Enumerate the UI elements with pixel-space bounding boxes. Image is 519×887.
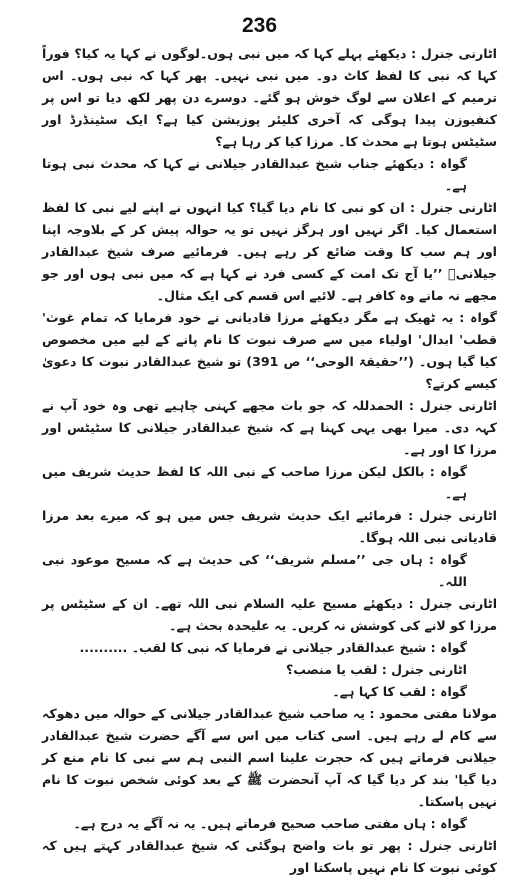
speaker-label: مولانا مفتی محمود : [369,706,497,721]
speaker-label: گواہ : [429,156,467,171]
paragraph-text: دیکھئے جناب شیخ عبدالقادر جیلانی نے کہا کہ محدث نبی ہوتا ہے۔ [42,156,467,193]
speaker-label: گواہ : [459,310,498,325]
paragraph-text: لقب یا منصب؟ [285,662,382,677]
paragraph-text: فرمائیے ایک حدیث شریف جس میں ہو کہ میرے بعد مرزا قادیانی نبی اللہ ہوگا۔ [42,508,497,545]
paragraph-text: ہاں مفتی صاحب صحیح فرماتے ہیں۔ یہ نہ آگے یہ درج ہے۔ [73,816,431,831]
paragraph-text: یہ ٹھیک ہے مگر دیکھئے مرزا قادیانی نے خود فرمایا کہ تمام غوث' قطب' ابدال' اولیاء میں سے صرف نبوت کا نام پانے کے لیے میں مخصوص کیا گیا ہوں۔ (’’حقیقۃ الوحی‘‘ ص 391) تو شیخ عبدالقادر نبوت کا دعویٰ کیسے کرتے؟ [42,310,497,391]
speaker-label: اٹارنی جنرل : [407,838,498,853]
paragraph [42,461,497,505]
paragraph [42,505,497,549]
speaker-label: گواہ : [430,816,467,831]
speaker-label: اٹارنی جنرل : [408,508,497,523]
speaker-label: اٹارنی جنرل : [408,398,497,413]
speaker-label: گواہ : [430,684,467,699]
speaker-label: گواہ : [430,640,467,655]
paragraph [42,43,497,153]
paragraph [42,593,497,637]
paragraph [42,703,497,813]
paragraph-text: بالکل لیکن مرزا صاحب کے نبی اللہ کا لفظ حدیث شریف میں ہے۔ [42,464,467,501]
speaker-label: اٹارنی جنرل : [408,596,498,611]
paragraph-text: ہاں جی ’’مسلم شریف‘‘ کی حدیث ہے کہ مسیح موعود نبی اللہ۔ [42,552,467,589]
paragraph [42,659,497,681]
paragraph [42,197,497,307]
speaker-label: اٹارنی جنرل : [411,46,497,61]
speaker-label: گواہ : [428,552,467,567]
paragraph-text: الحمدللہ کہ جو بات مجھے کہنی چاہیے تھی وہ خود آپ نے کہہ دی۔ میرا بھی یہی کہنا ہے کہ شیخ عبدالقادر جیلانی کا سٹیٹس اور مرزا کا اور ہے۔ [42,398,497,457]
paragraph-text: یہ صاحب شیخ عبدالقادر جیلانی کے حوالہ میں دھوکہ سے کام لے رہے ہیں۔ اسی کتاب میں اس سے آگے حضرت شیخ عبدالقادر جیلانی فرماتے ہیں کہ حجرت علینا اسم النبی ہم سے نبی کا نام منع کر دیا گیا' بند کر دیا گیا کہ آپ آنحضرت ﷺ کے بعد کوئی شخص نبوت کا نام نہیں پاسکتا۔ [42,706,497,809]
paragraph [42,153,497,197]
paragraph [42,307,497,395]
paragraph-text: دیکھئے پہلے کہا کہ میں نبی ہوں۔لوگوں نے کہا یہ کیا؟ فوراً کہا کہ نبی کا لفظ کاٹ دو۔ میں نبی نہیں۔ پھر کہا کہ نبی ہوں۔ اس ترمیم کے اعلان سے لوگ خوش ہو گئے۔ دوسرے دن پھر لکھ دیا تو اس پر کنفیوزن پیدا ہوگی کہ آخری کلیئر پوزیشن کیا ہے؟ ایک سٹینڈرڈ اور سٹیٹس ہوتا ہے محدث کا۔ مرزا کیا کر رہا ہے؟ [42,46,497,149]
paragraph-text: لقب کا کہا ہے۔ [332,684,431,699]
speaker-label: اٹارنی جنرل : [409,200,497,215]
speaker-label: اٹارنی جنرل : [381,662,467,677]
paragraph [42,637,497,659]
paragraph-text: دیکھئے مسیح علیہ السلام نبی اللہ تھے۔ ان کے سٹیٹس پر مرزا کو لانے کی کوشش نہ کریں۔ یہ علیحدہ بحث ہے۔ [42,596,497,633]
paragraph-text: شیخ عبدالقادر جیلانی نے فرمایا کہ نبی کا لقب۔ .......... [79,640,431,655]
page-number: 236 [241,14,278,37]
paragraph-text: ان کو نبی کا نام دیا گیا؟ کیا انہوں نے اپنے لیے نبی کا لفظ استعمال کیا۔ اگر نہیں اور ہرگز نہیں تو یہ حوالہ پیش کر کے بلاوجہ اپنا اور ہم سب کا وقت ضائع کر رہے ہیں۔ فرمائیے صرف شیخ عبدالقادر جیلانیؒ ’’یا آج تک امت کے کسی فرد نے کہا ہے کہ میں نبی ہوں اور جو مجھے نہ مانے وہ کافر ہے۔ لائیے اس قسم کی ایک مثال۔ [42,200,497,303]
paragraph [42,549,497,593]
transcript-body [42,43,497,879]
paragraph [42,681,497,703]
speaker-label: گواہ : [429,464,467,479]
paragraph [42,813,497,835]
paragraph [42,395,497,461]
paragraph-text: پھر تو بات واضح ہوگئی کہ شیخ عبدالقادر کہتے ہیں کہ کوئی نبوت کا نام نہیں پاسکتا اور [42,838,497,875]
paragraph [42,835,497,879]
